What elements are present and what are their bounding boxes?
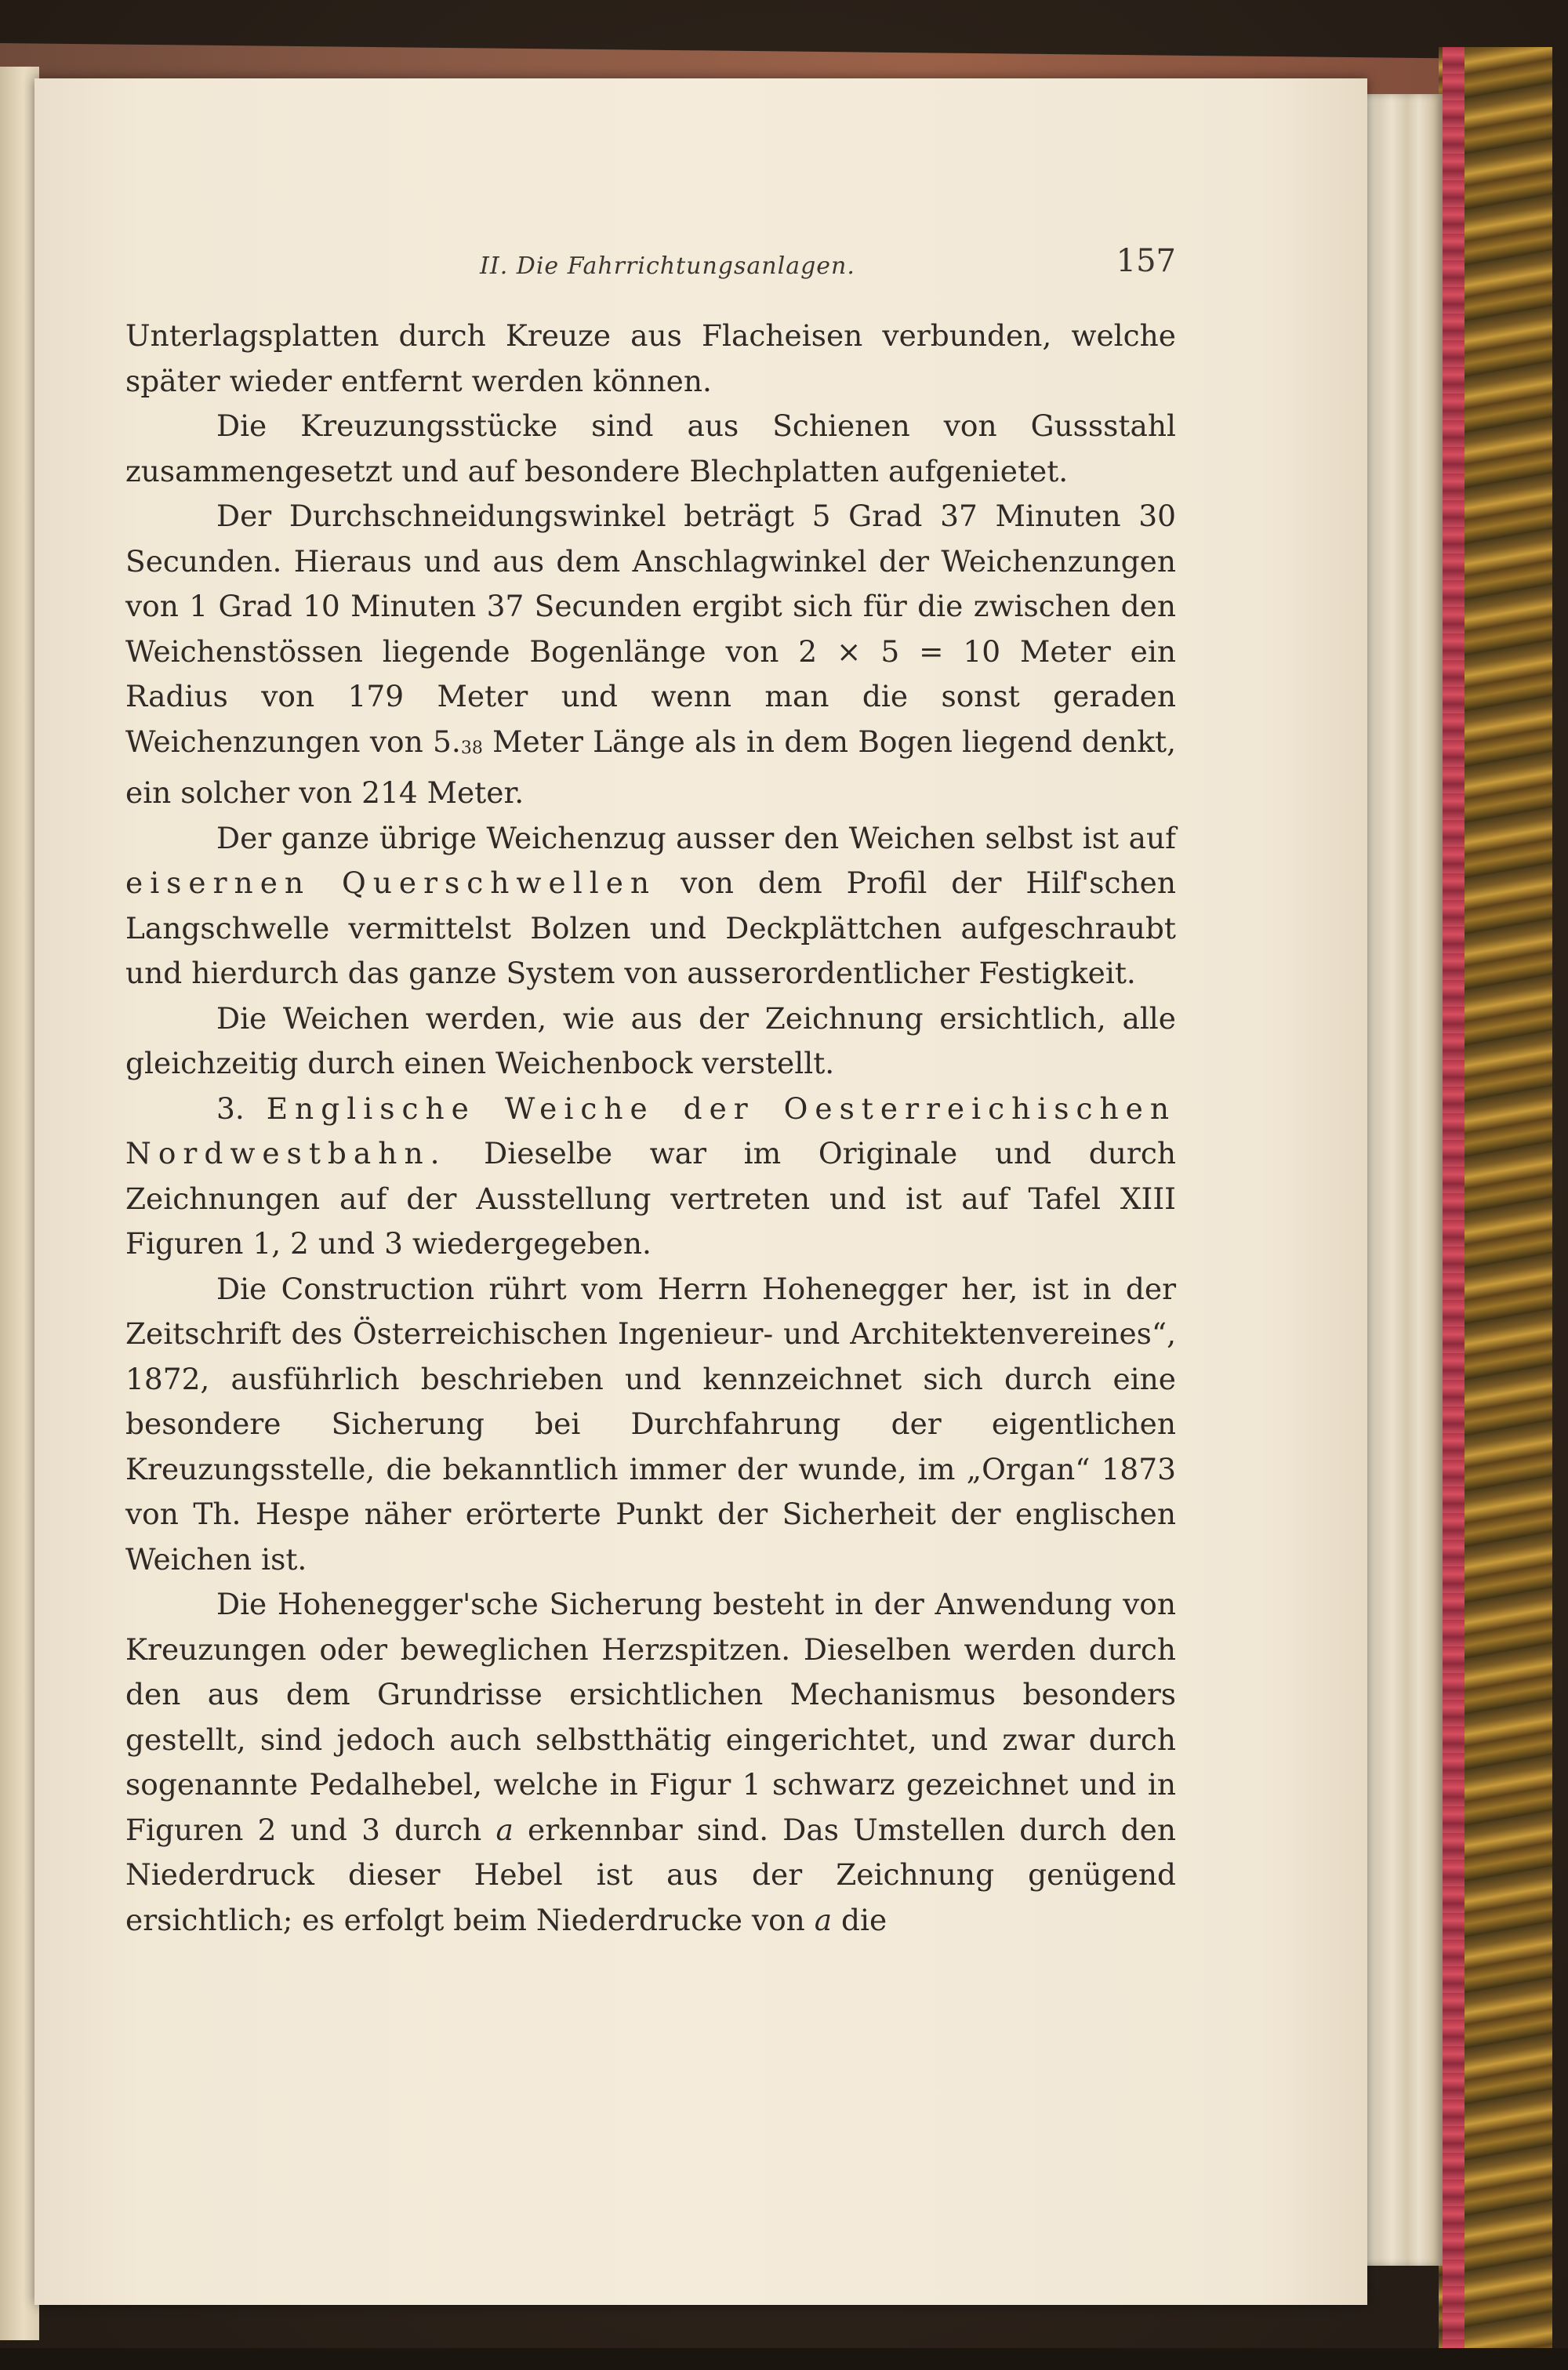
body-text — [125, 314, 1176, 1943]
paragraph-8-end: die — [832, 1902, 887, 1937]
running-head — [439, 243, 1176, 298]
paragraph-1: Unterlagsplatten durch Kreuze aus Flacheisen verbunden, welche später wieder entfernt werden können. — [125, 318, 1176, 398]
paragraph-4-emphasis: eisernen Querschwellen — [125, 866, 657, 900]
paragraph-3 — [125, 494, 1176, 816]
paragraph-3-text: Der Durchschneidungswinkel beträgt 5 Grad 37 Minuten 30 Secunden. Hieraus und aus dem Anschlagwinkel der Weichenzungen von 1 Grad 10 Minuten 37 Secunden ergibt sich für die zwischen den Weichenstössen liegende Bogenlänge von 2 × 5 = 10 Meter ein Radius von 179 Meter und wenn man die sonst geraden Weichenzungen von 5. — [125, 499, 1176, 759]
section-heading: Englische Weiche der Oesterreichischen Nordwestbahn. — [125, 1091, 1176, 1170]
paragraph-8-start: Die Hohenegger'sche Sicherung besteht in der Anwendung von Kreuzungen oder beweglichen Herzspitzen. Dieselben werden durch den aus dem Grundrisse ersichtlichen Mechanismus besonders gestellt, sind jedoch auch selbstthätig eingerichtet, und zwar durch sogenannte Pedalhebel, welche in Figur 1 schwarz gezeichnet und in Figuren 2 und 3 durch — [125, 1587, 1176, 1847]
paragraph-5: Die Weichen werden, wie aus der Zeichnung ersichtlich, alle gleichzeitig durch einen Weichenbock verstellt. — [125, 1000, 1176, 1080]
paragraph-8-mid: erkennbar sind. Das Umstellen durch den Niederdruck dieser Hebel ist aus der Zeichnung genügend ersichtlich; es erfolgt beim Niederdrucke von — [125, 1812, 1176, 1937]
left-page-edge — [0, 67, 39, 2340]
paragraph-6-end: Dieselbe war im Originale und durch Zeichnungen auf der Ausstellung vertreten und ist auf Tafel XIII Figuren 1, 2 und 3 wiedergegeben. — [125, 1136, 1176, 1261]
scan-bottom-border — [0, 2348, 1568, 2370]
paragraph-4 — [125, 816, 1176, 996]
paragraph-7: Die Construction rührt vom Herrn Hohenegger her, ist in der Zeitschrift des Österreichischen Ingenieur- und Architektenvereines“, 1872, ausführlich beschrieben und kennzeichnet sich durch eine besondere Sicherung bei Durchfahrung der eigentlichen Kreuzungsstelle, die bekanntlich immer der wunde, im „Organ“ 1873 von Th. Hespe näher erörterte Punkt der Sicherheit der englischen Weichen ist. — [125, 1271, 1176, 1577]
paragraph-2: Die Kreuzungsstücke sind aus Schienen von Gussstahl zusammengesetzt und auf besondere Blechplatten aufgenietet. — [125, 408, 1176, 488]
paragraph-4-end: von dem Profil der Hilf'schen Langschwelle vermittelst Bolzen und Deckplättchen aufgeschraubt und hierdurch das ganze System von ausserordentlicher Festigkeit. — [125, 866, 1176, 990]
page-stack — [1364, 94, 1443, 2266]
paragraph-6 — [125, 1087, 1176, 1267]
paragraph-8 — [125, 1582, 1176, 1943]
subscript-decimal: 38 — [460, 738, 483, 758]
running-title: II. Die Fahrrichtungsanlagen. — [480, 252, 855, 280]
section-number: 3. — [216, 1091, 267, 1126]
book-cover-edge — [1443, 47, 1465, 2352]
italic-variable-a-2: a — [814, 1902, 833, 1937]
paragraph-4-start: Der ganze übrige Weichenzug ausser den Weichen selbst ist auf — [216, 820, 1176, 855]
paragraph-3-end: Meter Länge als in dem Bogen liegend denkt, ein solcher von 214 Meter. — [125, 724, 1176, 810]
italic-variable-a: a — [495, 1812, 514, 1847]
page-number: 157 — [1116, 243, 1176, 279]
